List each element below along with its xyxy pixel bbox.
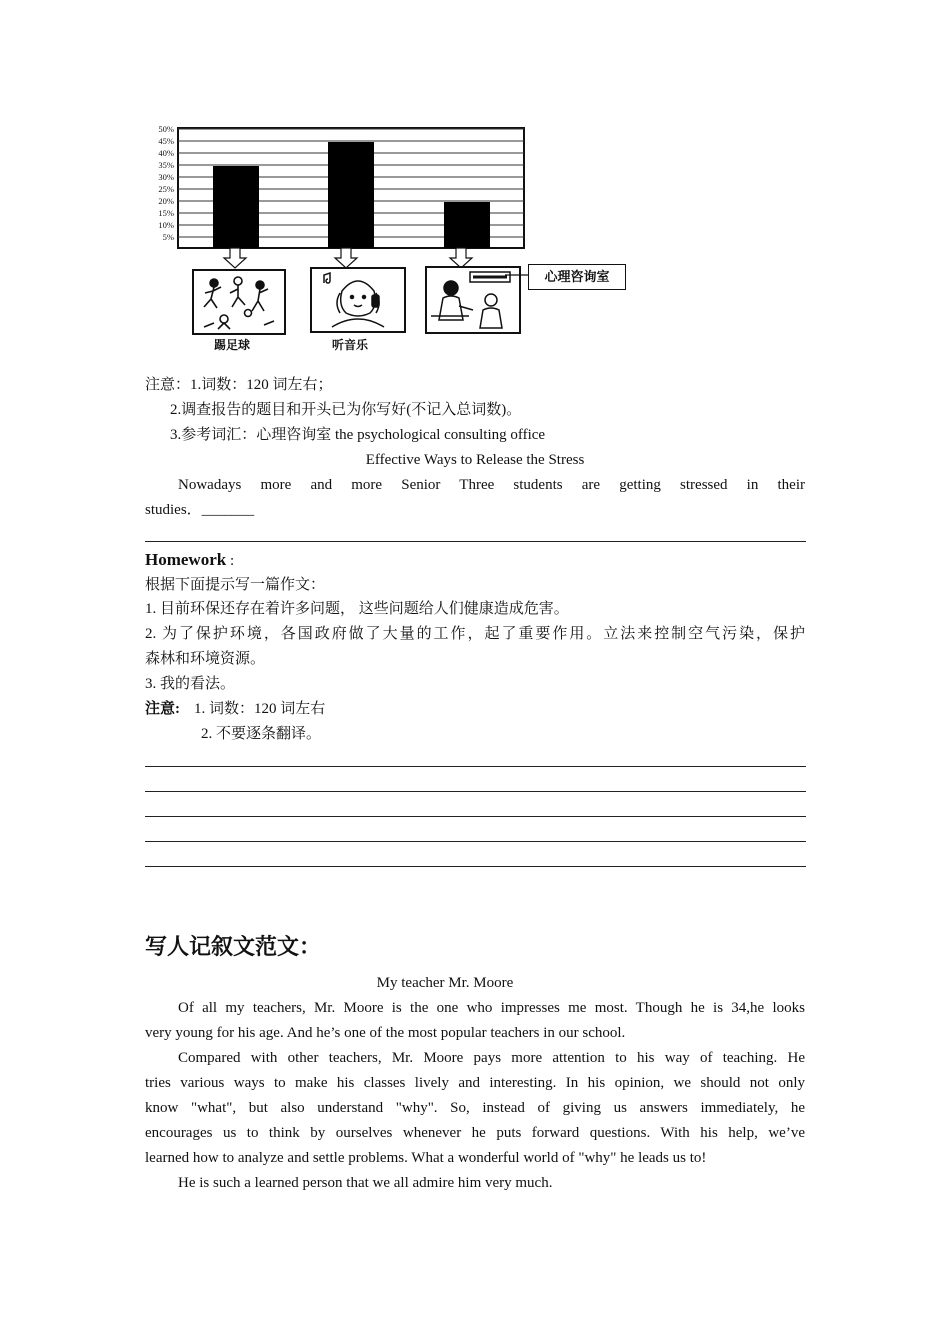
answer-line (145, 816, 806, 817)
bar-2 (328, 142, 374, 248)
y-tick-label: 50% (158, 124, 174, 134)
y-tick-label: 5% (162, 232, 174, 242)
homework-note-2: 2. 不要逐条翻译。 (201, 726, 322, 742)
music-picture (310, 267, 406, 333)
homework-point-2b: 森林和环境资源。 (145, 651, 266, 667)
y-tick-label: 25% (158, 184, 174, 194)
answer-line (145, 541, 806, 542)
arrow-down-icon (450, 248, 472, 268)
office-sign-label: 心理咨询室 (544, 269, 610, 284)
football-picture (192, 269, 286, 335)
y-tick-label: 35% (158, 160, 174, 170)
y-tick-labels (158, 124, 174, 242)
sample-p2-line-1: Compared with other teachers, Mr. Moore pays more attention to his way of teaching. He (178, 1050, 805, 1066)
essay-start-line-1: Nowadays more and more Senior Three students are getting stressed in their (178, 477, 805, 493)
essay-title: Effective Ways to Release the Stress (365, 452, 585, 468)
note-line-2: 2.调查报告的题目和开头已为你写好(不记入总词数)。 (170, 402, 522, 418)
office-sign-box (528, 264, 626, 290)
sample-p2-line-5: learned how to analyze and settle problems. What a wonderful world of "why" he leads us to! (145, 1150, 707, 1166)
y-tick-label: 10% (158, 220, 174, 230)
y-tick-label: 40% (158, 148, 174, 158)
homework-prompt: 根据下面提示写一篇作文： (145, 577, 326, 593)
sample-title: My teacher Mr. Moore (376, 975, 514, 991)
homework-note-label: 注意: (145, 701, 180, 717)
y-tick-label: 15% (158, 208, 174, 218)
note-line-1: 注意：1.词数：120 词左右； (145, 377, 333, 393)
homework-point-2a: 2. 为了保护环境，各国政府做了大量的工作，起了重要作用。立法来控制空气污染，保护 (145, 626, 805, 642)
sample-p1-line-2: very young for his age. And he’s one of the most popular teachers in our school. (145, 1025, 626, 1041)
homework-title: Homework (145, 550, 227, 569)
arrow-down-icon (335, 248, 357, 268)
y-tick-label: 45% (158, 136, 174, 146)
homework-heading (145, 547, 805, 574)
girl-with-headphones-icon (312, 269, 404, 331)
sample-heading: 写人记叙文范文： (145, 934, 322, 959)
note-line-3: 3.参考词汇：心理咨询室 the psychological consulting office (170, 427, 546, 443)
arrow-down-icon (224, 248, 246, 268)
homework-point-3: 3. 我的看法。 (145, 676, 236, 692)
y-tick-label: 20% (158, 196, 174, 206)
sample-p3-line-1: He is such a learned person that we all admire him very much. (178, 1175, 553, 1191)
survey-chart (145, 120, 535, 255)
sample-p2-line-4: encourages us to think by ourselves whenever he puts forward questions. With his help, we’ve (145, 1125, 805, 1141)
chart-svg (145, 120, 535, 255)
essay-start-line-2: studies．_______ (145, 502, 255, 518)
y-tick-label: 30% (158, 172, 174, 182)
sample-p1-line-1: Of all my teachers, Mr. Moore is the one who impresses me most. Though he is 34,he looks (178, 1000, 805, 1016)
homework-colon: : (226, 553, 235, 569)
football-players-icon (194, 271, 284, 333)
bar-3 (444, 202, 490, 248)
sample-p2-line-2: tries various ways to make his classes lively and interesting. In his opinion, we should not only (145, 1075, 805, 1091)
football-caption: 踢足球 (214, 338, 251, 352)
sample-p2-line-3: know "what", but also understand "why". So, instead of giving us answers immediately, he (145, 1100, 805, 1116)
answer-line (145, 766, 806, 767)
homework-note-row (145, 697, 805, 722)
answer-line (145, 866, 806, 867)
homework-point-1: 1. 目前环保还存在着许多问题， 这些问题给人们健康造成危害。 (145, 601, 569, 617)
bar-1 (213, 166, 259, 248)
music-caption: 听音乐 (332, 338, 369, 352)
answer-line (145, 841, 806, 842)
answer-line (145, 791, 806, 792)
homework-note-1: 1. 词数：120 词左右 (194, 701, 326, 717)
